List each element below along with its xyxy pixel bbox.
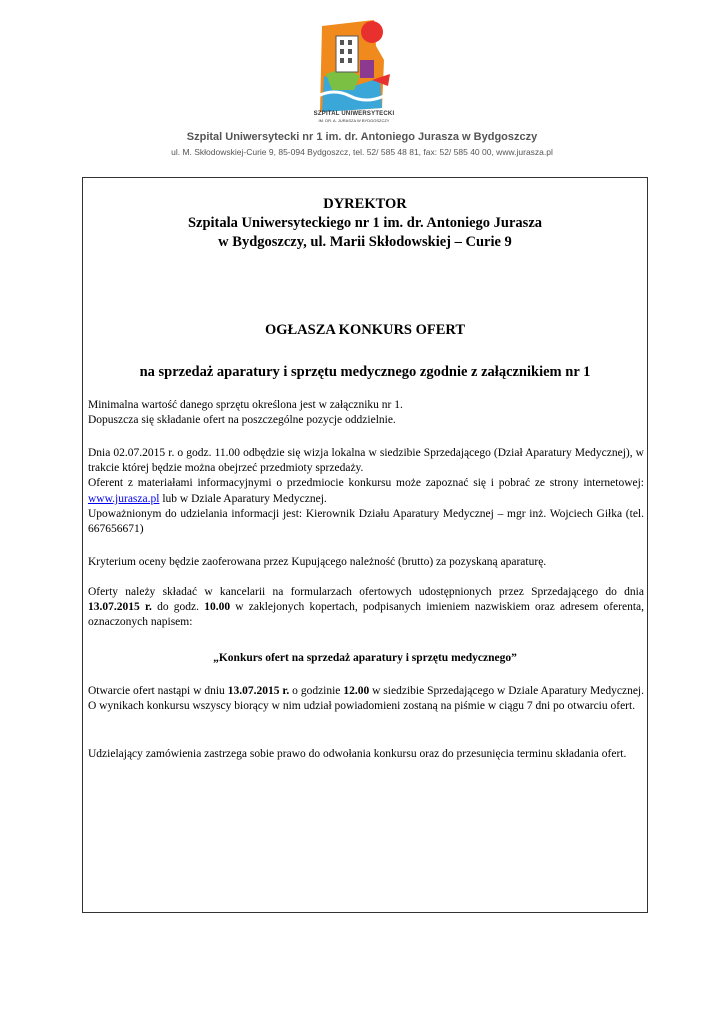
text-line: Dopuszcza się składanie ofert na poszczególne pozycje oddzielnie. [88, 414, 396, 427]
paragraph-submission: Oferty należy składać w kancelarii na formularzach ofertowych udostępnionych przez Sprzedającego do dnia 13.07.2015 r. do godz. 10.00 w zaklejonych kopertach, podpisanych imieniem nazwiskiem oraz adresem oferenta, oznaczonych napisem: [88, 586, 644, 629]
paragraph-criterion: Kryterium oceny będzie zaoferowana przez Kupującego należność (brutto) za pozyskaną aparaturę. [88, 556, 547, 568]
title-director: DYREKTOR [323, 196, 407, 212]
letterhead-organization: Szpital Uniwersytecki nr 1 im. dr. Antoniego Jurasza w Bydgoszczy [186, 131, 538, 143]
letterhead-address: ul. M. Skłodowskiej-Curie 9, 85-094 Bydgoszcz, tel. 52/ 585 48 81, fax: 52/ 585 40 00, www.jurasza.pl [171, 147, 553, 157]
envelope-label: „Konkurs ofert na sprzedaż aparatury i sprzętu medycznego” [213, 652, 517, 664]
paragraph-site-visit [88, 446, 644, 537]
logo-subcaption: IM. DR. A. JURASZA W BYDGOSZCZY [318, 118, 390, 123]
text-line: Minimalna wartość danego sprzętu określona jest w załączniku nr 1. [88, 399, 403, 411]
text-line: Oferent z materiałami informacyjnymi o przedmiocie konkursu może zapoznać się i pobrać ze strony internetowej: www.jurasza.pl lub w Dziale Aparatury Medycznej. [88, 477, 644, 505]
paragraph-minimum-value [88, 398, 644, 428]
logo-caption: SZPITAL UNIWERSYTECKI [313, 111, 395, 117]
text-line: Upoważnionym do udzielania informacji jest: Kierownik Działu Aparatury Medycznej – mgr inż. Wojciech Giłka (tel. 667656671) [88, 507, 644, 536]
paragraph-reservation: Udzielający zamówienia zastrzega sobie prawo do odwołania konkursu oraz do przesunięcia terminu składania ofert. [88, 748, 627, 760]
title-hospital: Szpitala Uniwersyteckiego nr 1 im. dr. Antoniego Jurasza [187, 215, 543, 231]
subject-heading: na sprzedaż aparatury i sprzętu medycznego zgodnie z załącznikiem nr 1 [139, 364, 591, 380]
announcement-heading: OGŁASZA KONKURS OFERT [264, 322, 466, 338]
paragraph-opening: Otwarcie ofert nastąpi w dniu 13.07.2015 r. o godzinie 12.00 w siedzibie Sprzedającego w Dziale Aparatury Medycznej. O wynikach konkursu wszyscy biorący w nim udział powiadomieni zostaną na piśmie w ciągu 7 dni po otwarciu ofert. [88, 685, 644, 713]
title-location: w Bydgoszczy, ul. Marii Skłodowskiej – Curie 9 [218, 234, 512, 250]
website-link[interactable]: www.jurasza.pl [88, 492, 160, 505]
text-line: Dnia 02.07.2015 r. o godz. 11.00 odbędzie się wizja lokalna w siedzibie Sprzedającego (Dział Aparatury Medycznej), w trakcie której będzie można obejrzeć przedmioty sprzedaży. [88, 447, 644, 475]
document-frame [82, 177, 648, 913]
